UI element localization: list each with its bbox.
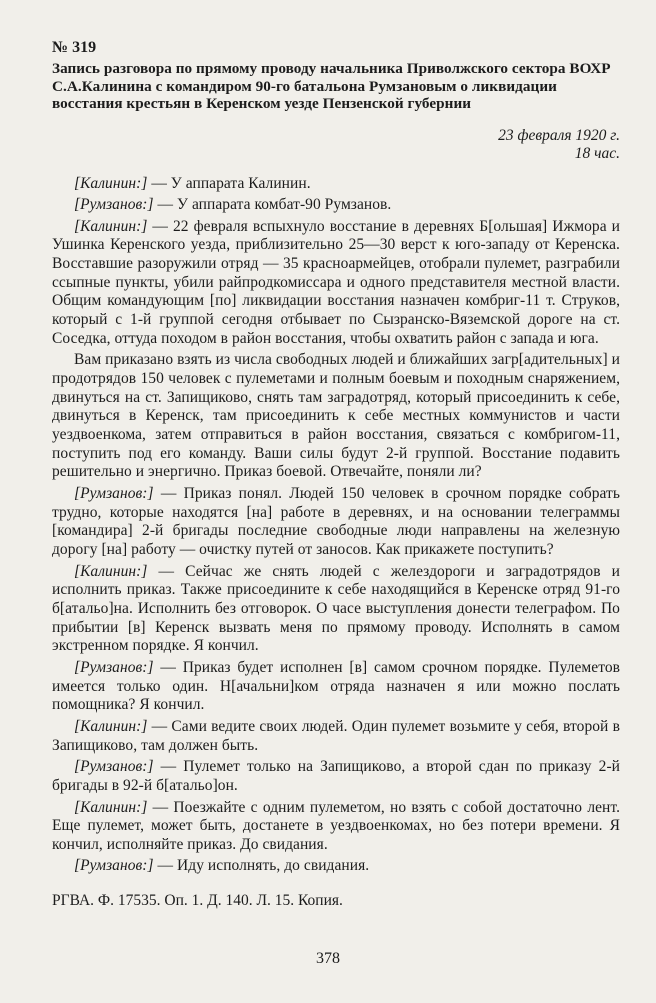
speaker-label: [Калинин:] [74, 562, 148, 580]
speaker-label: [Калинин:] [74, 217, 148, 235]
transcript-body [52, 175, 620, 877]
transcript-paragraph [52, 659, 620, 715]
speaker-label: [Румзанов:] [74, 857, 154, 875]
document-date: 23 февраля 1920 г. [498, 126, 620, 144]
transcript-paragraph [52, 196, 620, 215]
document-dateline [52, 127, 620, 164]
transcript-paragraph [52, 485, 620, 560]
transcript-paragraph [52, 718, 620, 755]
utterance-text: — Иду исполнять, до свидания. [153, 857, 370, 875]
speaker-label: [Калинин:] [74, 717, 148, 735]
speaker-label: [Румзанов:] [74, 485, 154, 502]
utterance-text: Вам приказано взять из числа свободных людей и ближайших загр[адительных] и продотрядов 150 человек с пулеметами и полным боевым и походным снаряжением, двинуться на ст. Запищиково, снять там заградотряд, который присоединить к себе, двинуться в Керенск, там присоединить к себе местных коммунистов и части уездвоенкома, затем отправиться в район восстания, связаться с комбригом-11, поступить под его команду. Ваши силы будут 2-й группой. Восстание подавить решительно и энергично. Приказ боевой. Отвечайте, поняли ли? [52, 351, 620, 481]
utterance-text: — Приказ понял. Людей 150 человек в срочном порядке собрать трудно, которые находятся [на] работе в деревнях, и на основании телеграммы [командира] 2-й бригады последние свободные люди направлены на железную дорогу [на] работу — очистку путей от заносов. Как прикажете поступить? [52, 485, 620, 558]
speaker-label: [Калинин:] [74, 174, 148, 192]
document-time: 18 час. [574, 145, 620, 162]
utterance-text: — У аппарата Калинин. [147, 174, 311, 192]
archive-source-citation: РГВА. Ф. 17535. Оп. 1. Д. 140. Л. 15. Копия. [52, 892, 343, 910]
speaker-label: [Румзанов:] [74, 758, 154, 776]
utterance-text: — Поезжайте с одним пулеметом, но взять с собой достаточно лент. Еще пулемет, может быть, достанете в уездвоенкомах, но без потери времени. Я кончил, исполняйте приказ. До свидания. [52, 798, 620, 853]
speaker-label: [Румзанов:] [74, 658, 154, 676]
utterance-text: — Сами ведите своих людей. Один пулемет возьмите у себя, второй в Запищиково, там должен быть. [52, 717, 620, 754]
speaker-label: [Калинин:] [74, 798, 148, 816]
utterance-text: — У аппарата комбат-90 Румзанов. [153, 196, 392, 214]
utterance-text: — Сейчас же снять людей с желездороги и заградотрядов и исполнить приказ. Также присоедините к себе находящийся в Керенске отряд 91-го б[атальо]на. Исполнить без отговорок. О часе выступления донести телеграфом. По прибытии [в] Керенск вызвать меня по прямому проводу. Исполнять в самом экстренном порядке. Я кончил. [52, 562, 620, 655]
utterance-text: — Приказ будет исполнен [в] самом срочном порядке. Пулеметов имеется только один. Н[ачальни]ком отряда назначен я или можно послать помощника? Я кончил. [52, 658, 620, 714]
utterance-text: — Пулемет только на Запищиково, а второй сдан по приказу 2-й бригады в 92-й б[атальо]он. [52, 758, 620, 794]
page-number: 378 [316, 950, 340, 967]
transcript-paragraph [52, 175, 620, 194]
transcript-paragraph [52, 758, 620, 795]
transcript-paragraph [52, 857, 620, 876]
transcript-paragraph [52, 799, 620, 855]
document-number: № 319 [52, 39, 97, 56]
utterance-text: — 22 февраля вспыхнуло восстание в деревнях Б[ольшая] Ижмора и Ушинка Керенского уезда, приблизительно 25—30 верст к юго-западу от Керенска. Восставшие разоружили отряд — 35 красноармейцев, отобрали пулемет, разграбили ссыпные пункты, убили райпродкомиссара и одного представителя местной власти. Общим командующим [по] ликвидации восстания назначен комбриг-11 т. Струков, который с 1-й группой сегодня отбывает по Сызранско-Вяземской дороге на ст. Соседка, оттуда походом в район восстания, чтобы охватить район с запада и юга. [52, 217, 620, 347]
document-page [52, 38, 620, 910]
transcript-paragraph [52, 563, 620, 656]
transcript-paragraph [52, 351, 620, 482]
transcript-paragraph [52, 218, 620, 349]
document-title: Запись разговора по прямому проводу начальника Приволжского сектора ВОХР С.А.Калинина с командиром 90-го батальона Румзановым о ликвидации восстания крестьян в Керенском уезде Пензенской губернии [52, 60, 611, 112]
speaker-label: [Румзанов:] [74, 196, 154, 214]
